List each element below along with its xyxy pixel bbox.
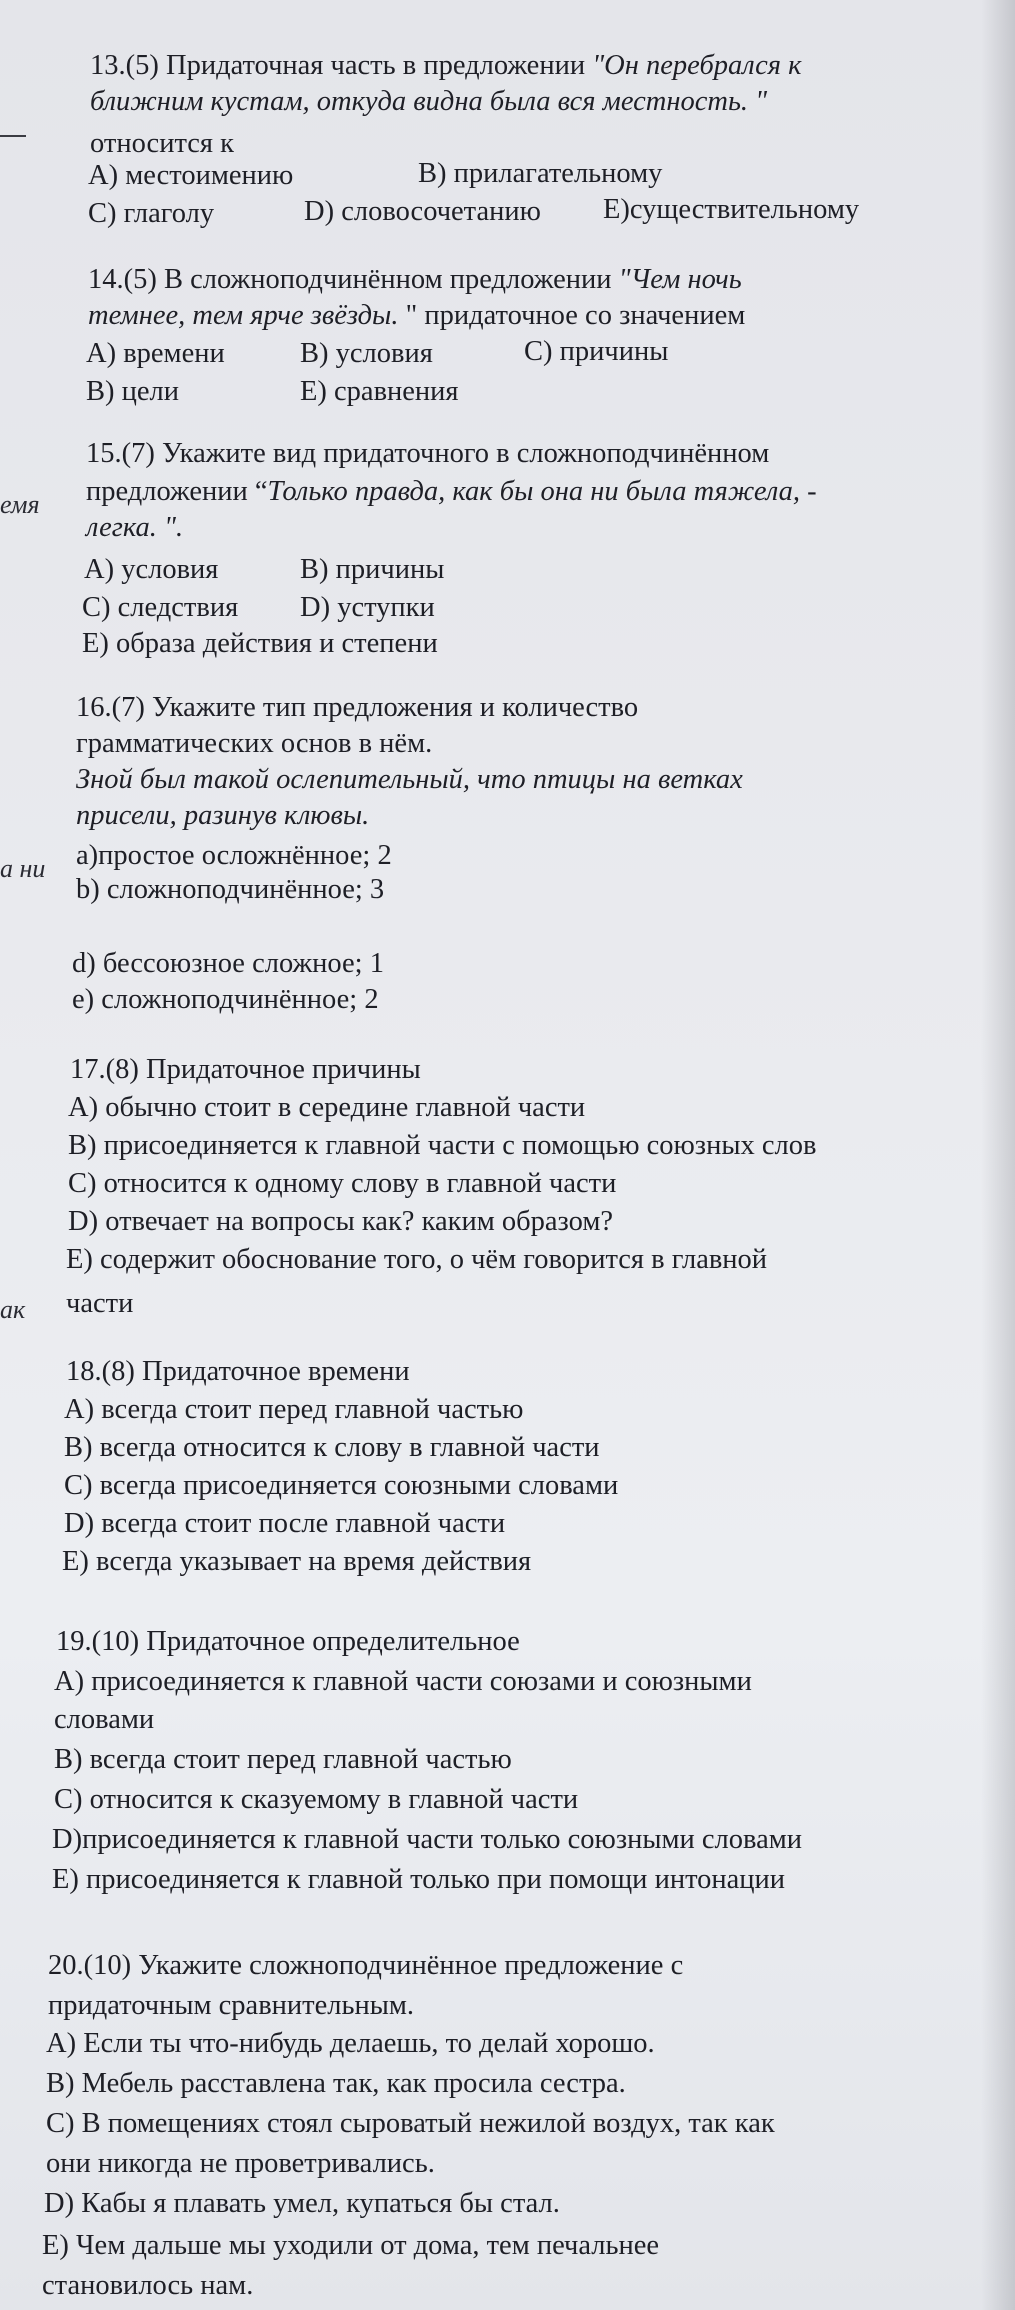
option-b: В) условия xyxy=(300,338,433,369)
option-b: В) прилагательному xyxy=(418,158,663,189)
option-d: D) отвечает на вопросы как? каким образом? xyxy=(68,1206,614,1237)
option-d: D) уступки xyxy=(300,592,435,623)
option-c: С) В помещениях стоял сыроватый нежилой воздух, так как xyxy=(46,2108,775,2139)
option-d: d) бессоюзное сложное; 1 xyxy=(72,948,384,979)
option-e: Е)существительному xyxy=(603,194,860,225)
option-b: В) присоединяется к главной части с помощью союзных слов xyxy=(68,1130,817,1161)
option-c: С) глаголу xyxy=(88,198,215,229)
question-14-line-1: 14.(5) В сложноподчинённом предложении "Чем ночь xyxy=(88,264,742,295)
option-e: Е) присоединяется к главной только при помощи интонации xyxy=(52,1864,786,1895)
question-18-title: 18.(8) Придаточное времени xyxy=(66,1356,410,1387)
option-e: Е) Чем дальше мы уходили от дома, тем печальнее xyxy=(42,2230,660,2261)
option-c: С) относится к одному слову в главной части xyxy=(68,1168,617,1199)
option-a: А) обычно стоит в середине главной части xyxy=(68,1092,586,1123)
question-17-title: 17.(8) Придаточное причины xyxy=(70,1054,421,1085)
option-d: D)присоединяется к главной части только союзными словами xyxy=(52,1824,803,1855)
question-14-line-2: темнее, тем ярче звёзды. " придаточное со значением xyxy=(88,300,746,331)
question-15-line-2: предложении “Только правда, как бы она ни была тяжела, - xyxy=(86,476,817,507)
question-16-sentence: Зной был такой ослепительный, что птицы на ветках xyxy=(76,764,743,795)
page-shadow xyxy=(981,0,1015,2310)
question-20-line-1: 20.(10) Укажите сложноподчинённое предложение с xyxy=(48,1950,684,1981)
option-e: Е) всегда указывает на время действия xyxy=(62,1546,532,1577)
option-c-continued: они никогда не проветривались. xyxy=(46,2148,435,2179)
option-a: а)простое осложнённое; 2 xyxy=(76,840,392,871)
question-13-quote: ближним кустам, откуда видна была вся местность. " xyxy=(90,86,768,117)
margin-fragment: а ни xyxy=(0,854,46,883)
option-a-continued: словами xyxy=(54,1704,155,1735)
option-a: А) условия xyxy=(84,554,219,585)
option-a: А) местоимению xyxy=(88,160,294,191)
option-c: С) относится к сказуемому в главной части xyxy=(54,1784,579,1815)
question-20-line-2: придаточным сравнительным. xyxy=(48,1990,415,2021)
question-13-line-1: 13.(5) Придаточная часть в предложении "Он перебрался к xyxy=(90,50,802,81)
margin-fragment: ак xyxy=(0,1295,26,1324)
option-e: Е) содержит обоснование того, о чём говорится в главной xyxy=(66,1244,768,1275)
question-16-sentence-end: присели, разинув клювы. xyxy=(76,800,370,831)
question-15-quote-end: легка. ". xyxy=(86,512,184,543)
question-15-line-1: 15.(7) Укажите вид придаточного в сложноподчинённом xyxy=(86,438,770,469)
question-19-title: 19.(10) Придаточное определительное xyxy=(56,1626,520,1657)
option-e: е) сложноподчинённое; 2 xyxy=(72,984,379,1015)
option-b: В) всегда относится к слову в главной части xyxy=(64,1432,600,1463)
option-e: Е) сравнения xyxy=(300,376,459,407)
option-e-continued: становилось нам. xyxy=(42,2270,254,2301)
option-a: А) времени xyxy=(86,338,225,369)
option-b: В) причины xyxy=(300,554,445,585)
option-d: D) словосочетанию xyxy=(304,196,541,227)
option-a: А) всегда стоит перед главной частью xyxy=(64,1394,524,1425)
option-b: В) всегда стоит перед главной частью xyxy=(54,1744,512,1775)
option-b: b) сложноподчинённое; 3 xyxy=(76,874,385,905)
option-c: С) причины xyxy=(524,336,669,367)
option-c: С) всегда присоединяется союзными словами xyxy=(64,1470,619,1501)
option-e-continued: части xyxy=(66,1288,134,1319)
option-d: D) всегда стоит после главной части xyxy=(64,1508,506,1539)
question-16-line-2: грамматических основ в нём. xyxy=(76,728,433,759)
margin-dash xyxy=(0,135,26,137)
margin-fragment: емя xyxy=(0,490,40,519)
option-c: С) следствия xyxy=(82,592,239,623)
option-d: D) Кабы я плавать умел, купаться бы стал. xyxy=(44,2188,560,2219)
option-b: В) Мебель расставлена так, как просила сестра. xyxy=(46,2068,626,2099)
question-16-line-1: 16.(7) Укажите тип предложения и количество xyxy=(76,692,639,723)
question-13-stem-end: относится к xyxy=(90,128,234,159)
option-d: В) цели xyxy=(86,376,180,407)
option-a: А) Если ты что-нибудь делаешь, то делай хорошо. xyxy=(46,2028,655,2059)
option-e: Е) образа действия и степени xyxy=(82,628,438,659)
option-a: А) присоединяется к главной части союзами и союзными xyxy=(54,1666,752,1697)
